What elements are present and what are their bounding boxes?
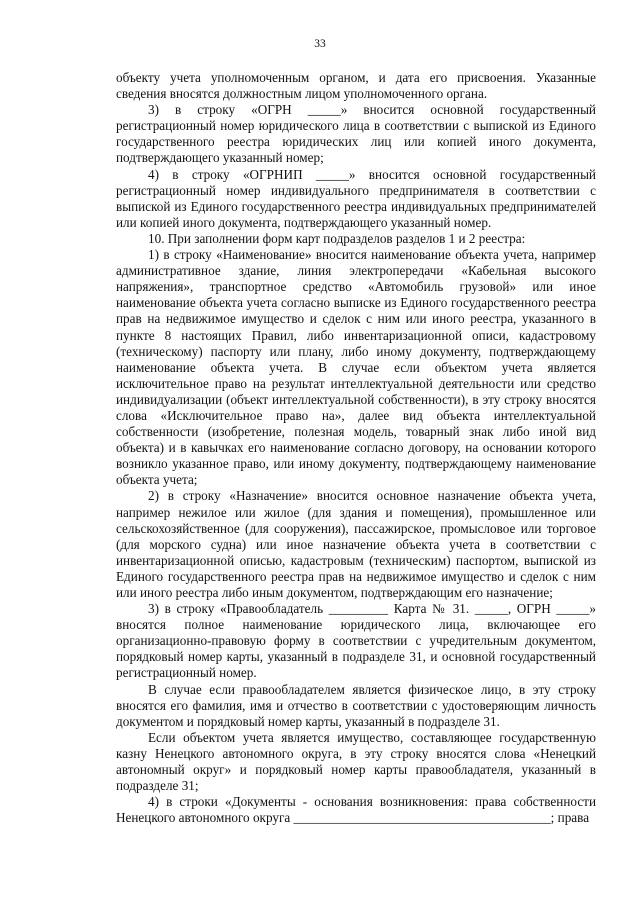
page-number: 33: [314, 38, 326, 50]
paragraph-state-treasury: Если объектом учета является имущество, составляющее государственную казну Ненецкого автономного округа, в эту строку вносятся слова «Ненецкий автономный округ» и порядковый номер карты правообладателя, указанный в подразделе 31;: [116, 729, 596, 794]
paragraph-item-1-naimenovanie: 1) в строку «Наименование» вносится наименование объекта учета, например административное здание, линия электропередачи «Кабельная высокого напряжения», транспортное средство «Автомобиль грузовой» или иное наименование объекта учета согласно выписке из Единого государственного реестра прав на недвижимое имущество и сделок с ним или иного реестра, указанного в пункте 8 настоящих Правил, либо инвентаризационной описи, кадастровому (техническому) паспорту или плану, либо иному документу, подтверждающему наименование объекта учета. В случае если объектом учета является исключительное право на результат интеллектуальной деятельности или средство индивидуализации (объект интеллектуальной собственности), в эту строку вносятся слова «Исключительное право на», далее вид объекта интеллектуальной собственности (изобретение, полезная модель, товарный знак либо иной вид объекта) и в кавычках его наименование согласно договору, на основании которого возникло указанное право, или иному документу, подтверждающему наименование объекта учета;: [116, 247, 596, 488]
paragraph-continuation: объекту учета уполномоченным органом, и дата его присвоения. Указанные сведения вносятся должностным лицом уполномоченного органа.: [116, 70, 596, 102]
paragraph-item-3-ogrn: 3) в строку «ОГРН _____» вносится основной государственный регистрационный номер юридического лица в соответствии с выпиской из Единого государственного реестра юридических лиц или копией иного документа, подтверждающего указанный номер;: [116, 102, 596, 166]
paragraph-clause-10: 10. При заполнении форм карт подразделов разделов 1 и 2 реестра:: [148, 230, 526, 246]
body-text: [116, 70, 596, 826]
paragraph-physical-person: В случае если правообладателем является физическое лицо, в эту строку вносятся его фамилия, имя и отчество в соответствии с удостоверяющим личность документом и порядковый номер карты, указанный в подразделе 31.: [116, 681, 596, 729]
paragraph-item-4-ogrnip: 4) в строку «ОГРНИП _____» вносится основной государственный регистрационный номер индивидуального предпринимателя в соответствии с выпиской из Единого государственного реестра индивидуальных предпринимателей или копией иного документа, подтверждающего указанный номер.: [116, 166, 596, 230]
paragraph-item-4-documents: 4) в строки «Документы - основания возникновения: права собственности Ненецкого автономного округа _______________________________________; права: [116, 794, 596, 826]
paragraph-item-2-naznachenie: 2) в строку «Назначение» вносится основное назначение объекта учета, например нежилое или жилое (для здания и помещения), промышленное или сельскохозяйственное (для сооружения), пассажирское, промысловое или торговое (для морского судна) или иное назначение объекта учета в соответствии с инвентаризационной описью, кадастровым (техническим) паспортом, выпиской из Единого государственного реестра прав на недвижимое имущество и сделок с ним или иного реестра либо иным документом, подтверждающим его назначение;: [116, 488, 596, 600]
paragraph-item-3-pravoobladatel: 3) в строку «Правообладатель _________ Карта № 31. _____, ОГРН _____» вносятся полное наименование юридического лица, включающее его организационно-правовую форму в соответствии с учредительным документом, порядковый номер карты, указанный в подразделе 31, и основной государственный регистрационный номер.: [116, 601, 596, 681]
